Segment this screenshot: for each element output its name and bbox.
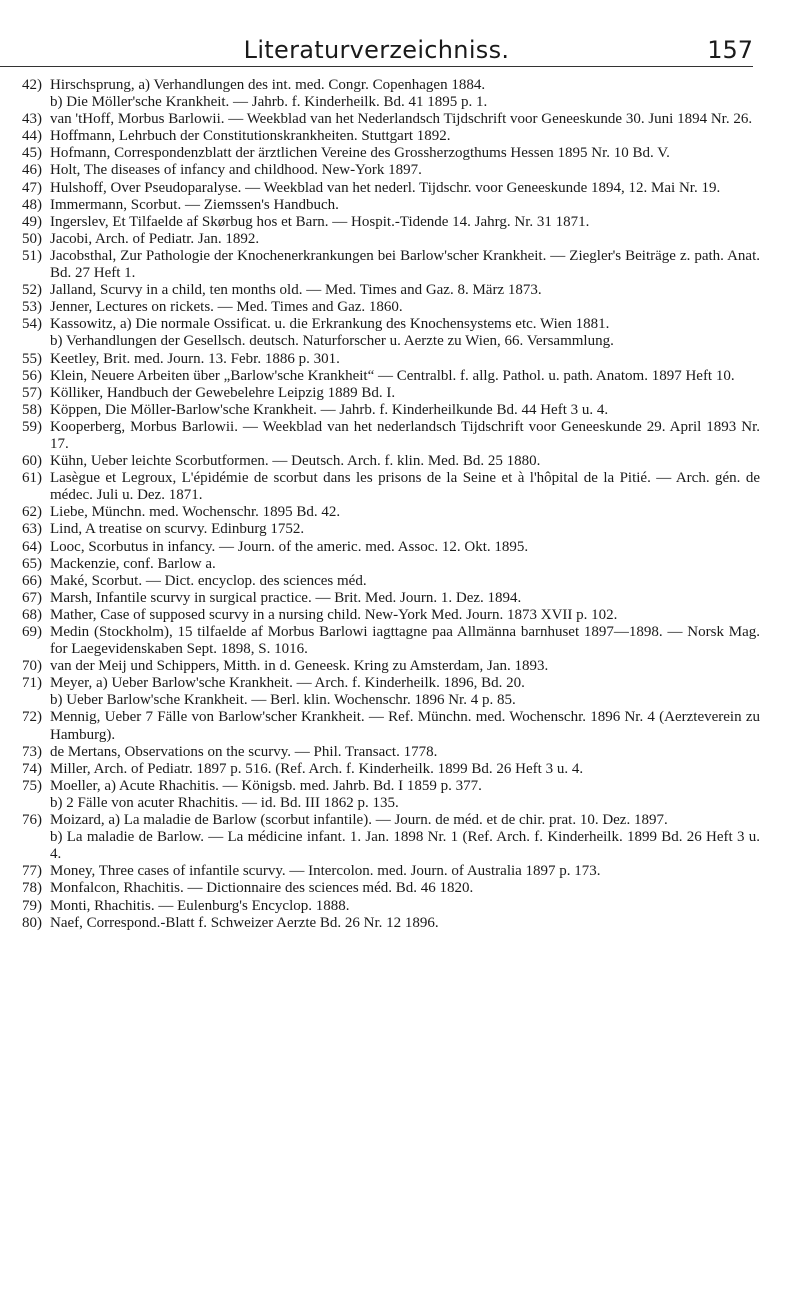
reference-number: 59) <box>22 418 42 435</box>
page-header <box>0 36 753 67</box>
reference-text: Monfalcon, Rhachitis. — Dictionnaire des sciences méd. Bd. 46 1820. <box>50 880 474 897</box>
reference-text: Moeller, a) Acute Rhachitis. — Königsb. med. Jahrb. Bd. I 1859 p. 377. <box>50 777 482 794</box>
reference-text: Jenner, Lectures on rickets. — Med. Times and Gaz. 1860. <box>50 299 403 316</box>
reference-number: 51) <box>22 247 42 264</box>
reference-text: Money, Three cases of infantile scurvy. — Intercolon. med. Journ. of Australia 1897 p. 173. <box>50 863 601 880</box>
reference-text: Hofmann, Correspondenzblatt der ärztlichen Vereine des Grossherzogthums Hessen 1895 Nr. 10 Bd. V. <box>50 145 670 162</box>
reference-entry <box>22 299 760 316</box>
reference-entry <box>22 556 760 573</box>
reference-text: Medin (Stockholm), 15 tilfaelde af Morbus Barlowi iagttagne paa Allmänna barnhuset 1897—1898. — Norsk Mag. for Laegevidenskaben Sept. 1898, S. 1016. <box>50 624 760 658</box>
reference-number: 44) <box>22 128 42 145</box>
reference-number: 58) <box>22 401 42 418</box>
reference-text: Köppen, Die Möller-Barlow'sche Krankheit. — Jahrb. f. Kinderheilkunde Bd. 44 Heft 3 u. 4. <box>50 401 609 418</box>
reference-entry <box>22 504 760 521</box>
reference-text: Hoffmann, Lehrbuch der Constitutionskrankheiten. Stuttgart 1892. <box>50 128 451 145</box>
reference-number: 57) <box>22 384 42 401</box>
reference-text: Liebe, Münchn. med. Wochenschr. 1895 Bd. 42. <box>50 504 341 521</box>
reference-text: Hirschsprung, a) Verhandlungen des int. med. Congr. Copenhagen 1884. <box>50 77 486 93</box>
reference-entry <box>22 761 760 778</box>
reference-text: Kooperberg, Morbus Barlowii. — Weekblad van het nederlandsch Tijdschrift voor Geneeskunde 29. April 1893 Nr. 17. <box>50 418 760 452</box>
reference-number: 76) <box>22 812 42 829</box>
reference-text: Klein, Neuere Arbeiten über „Barlow'sche Krankheit“ — Centralbl. f. allg. Pathol. u. path. Anatom. 1897 Heft 10. <box>50 367 735 384</box>
reference-entry <box>22 778 760 812</box>
reference-entry <box>22 709 760 743</box>
reference-text: Mennig, Ueber 7 Fälle von Barlow'scher Krankheit. — Ref. Münchn. med. Wochenschr. 1896 Nr. 4 (Aerzteverein zu Hamburg). <box>50 709 760 743</box>
reference-number: 56) <box>22 367 42 384</box>
reference-entry <box>22 675 760 709</box>
reference-entry <box>22 351 760 368</box>
page-number: 157 <box>707 36 753 64</box>
reference-entry <box>22 624 760 658</box>
reference-text: Moizard, a) La maladie de Barlow (scorbut infantile). — Journ. de méd. et de chir. prat. 10. Dez. 1897. <box>50 812 668 829</box>
reference-text: Mather, Case of supposed scurvy in a nursing child. New-York Med. Journ. 1873 XVII p. 102. <box>50 606 618 623</box>
reference-entry <box>22 880 760 897</box>
reference-number: 54) <box>22 316 42 333</box>
reference-number: 60) <box>22 453 42 470</box>
reference-entry <box>22 214 760 231</box>
reference-list <box>22 77 760 932</box>
reference-entry <box>22 145 760 162</box>
reference-text: Immermann, Scorbut. — Ziemssen's Handbuch. <box>50 196 339 213</box>
reference-number: 53) <box>22 299 42 316</box>
reference-number: 45) <box>22 145 42 162</box>
reference-entry <box>22 658 760 675</box>
reference-number: 50) <box>22 230 42 247</box>
reference-text: Kölliker, Handbuch der Gewebelehre Leipzig 1889 Bd. I. <box>50 384 396 401</box>
reference-number: 73) <box>22 743 42 760</box>
reference-entry <box>22 128 760 145</box>
reference-text: Ingerslev, Et Tilfaelde af Skørbug hos et Barn. — Hospit.-Tidende 14. Jahrg. Nr. 31 1871. <box>50 213 590 230</box>
reference-entry <box>22 197 760 214</box>
reference-number: 68) <box>22 606 42 623</box>
reference-entry <box>22 248 760 282</box>
reference-number: 46) <box>22 162 42 179</box>
reference-entry <box>22 812 760 863</box>
reference-entry <box>22 607 760 624</box>
reference-entry <box>22 573 760 590</box>
reference-entry <box>22 470 760 504</box>
reference-entry <box>22 180 760 197</box>
reference-number: 69) <box>22 624 42 640</box>
reference-entry <box>22 590 760 607</box>
reference-number: 61) <box>22 470 42 487</box>
reference-text: van der Meij und Schippers, Mitth. in d. Geneesk. Kring zu Amsterdam, Jan. 1893. <box>50 658 549 675</box>
reference-number: 52) <box>22 282 42 299</box>
reference-text: Jalland, Scurvy in a child, ten months old. — Med. Times and Gaz. 8. März 1873. <box>50 282 542 299</box>
reference-entry <box>22 77 760 111</box>
reference-entry <box>22 744 760 761</box>
reference-number: 47) <box>22 179 42 196</box>
reference-number: 63) <box>22 521 42 538</box>
reference-number: 72) <box>22 709 42 726</box>
reference-entry <box>22 231 760 248</box>
reference-text: Looc, Scorbutus in infancy. — Journ. of the americ. med. Assoc. 12. Okt. 1895. <box>50 538 529 555</box>
reference-text: Mackenzie, conf. Barlow a. <box>50 555 216 572</box>
reference-number: 42) <box>22 77 42 93</box>
reference-number: 66) <box>22 572 42 589</box>
reference-text: b) 2 Fälle von acuter Rhachitis. — id. Bd. III 1862 p. 135. <box>50 794 399 811</box>
reference-entry <box>22 111 760 128</box>
reference-number: 77) <box>22 863 42 880</box>
reference-number: 43) <box>22 111 42 128</box>
reference-number: 49) <box>22 213 42 230</box>
reference-number: 79) <box>22 897 42 914</box>
reference-number: 80) <box>22 914 42 931</box>
reference-text: Keetley, Brit. med. Journ. 13. Febr. 1886 p. 301. <box>50 350 340 367</box>
page-title: Literaturverzeichniss. <box>243 36 510 64</box>
reference-entry <box>22 402 760 419</box>
reference-text: b) Ueber Barlow'sche Krankheit. — Berl. klin. Wochenschr. 1896 Nr. 4 p. 85. <box>50 692 516 709</box>
reference-number: 71) <box>22 675 42 692</box>
reference-text: Kühn, Ueber leichte Scorbutformen. — Deutsch. Arch. f. klin. Med. Bd. 25 1880. <box>50 453 541 470</box>
reference-entry <box>22 162 760 179</box>
reference-number: 48) <box>22 196 42 213</box>
reference-entry <box>22 368 760 385</box>
reference-number: 62) <box>22 504 42 521</box>
reference-text: Maké, Scorbut. — Dict. encyclop. des sciences méd. <box>50 572 367 589</box>
reference-number: 74) <box>22 760 42 777</box>
reference-text: Jacobi, Arch. of Pediatr. Jan. 1892. <box>50 230 260 247</box>
reference-text: b) La maladie de Barlow. — La médicine infant. 1. Jan. 1898 Nr. 1 (Ref. Arch. f. Kinderheilk. 1899 Bd. 26 Heft 3 u. 4. <box>50 829 760 863</box>
reference-entry <box>22 453 760 470</box>
reference-entry <box>22 915 760 932</box>
reference-text: Monti, Rhachitis. — Eulenburg's Encyclop. 1888. <box>50 897 350 914</box>
reference-text: de Mertans, Observations on the scurvy. — Phil. Transact. 1778. <box>50 743 438 760</box>
reference-text: Lasègue et Legroux, L'épidémie de scorbut dans les prisons de la Seine et à l'hôpital de la Pitié. — Arch. gén. de médec. Juli u. Dez. 1871. <box>50 470 760 504</box>
reference-text: Miller, Arch. of Pediatr. 1897 p. 516. (Ref. Arch. f. Kinderheilk. 1899 Bd. 26 Heft 3 u. 4. <box>50 760 584 777</box>
reference-text: Meyer, a) Ueber Barlow'sche Krankheit. — Arch. f. Kinderheilk. 1896, Bd. 20. <box>50 675 525 692</box>
reference-number: 64) <box>22 538 42 555</box>
reference-entry <box>22 521 760 538</box>
reference-entry <box>22 898 760 915</box>
reference-text: Naef, Correspond.-Blatt f. Schweizer Aerzte Bd. 26 Nr. 12 1896. <box>50 914 439 931</box>
reference-text: Marsh, Infantile scurvy in surgical practice. — Brit. Med. Journ. 1. Dez. 1894. <box>50 589 522 606</box>
reference-text: Jacobsthal, Zur Pathologie der Knochenerkrankungen bei Barlow'scher Krankheit. — Ziegler's Beiträge z. path. Anat. Bd. 27 Heft 1. <box>50 247 760 282</box>
reference-number: 70) <box>22 658 42 675</box>
reference-number: 65) <box>22 555 42 572</box>
reference-number: 78) <box>22 880 42 897</box>
reference-entry <box>22 316 760 350</box>
reference-text: b) Verhandlungen der Gesellsch. deutsch. Naturforscher u. Aerzte zu Wien, 66. Versammlung. <box>50 333 614 350</box>
reference-number: 55) <box>22 350 42 367</box>
reference-text: Holt, The diseases of infancy and childhood. New-York 1897. <box>50 162 422 179</box>
reference-text: Hulshoff, Over Pseudoparalyse. — Weekblad van het nederl. Tijdschr. voor Geneeskunde 1894, 12. Mai Nr. 19. <box>50 179 721 196</box>
reference-text: van 'tHoff, Morbus Barlowii. — Weekblad van het Nederlandsch Tijdschrift voor Geneeskunde 30. Juni 1894 Nr. 26. <box>50 111 753 128</box>
reference-number: 75) <box>22 777 42 794</box>
reference-text: Kassowitz, a) Die normale Ossificat. u. die Erkrankung des Knochensystems etc. Wien 1881. <box>50 316 610 333</box>
reference-entry <box>22 419 760 453</box>
reference-entry <box>22 539 760 556</box>
reference-text: b) Die Möller'sche Krankheit. — Jahrb. f. Kinderheilk. Bd. 41 1895 p. 1. <box>50 94 488 111</box>
reference-entry <box>22 863 760 880</box>
reference-entry <box>22 282 760 299</box>
reference-number: 67) <box>22 589 42 606</box>
reference-text: Lind, A treatise on scurvy. Edinburg 1752. <box>50 521 305 538</box>
reference-entry <box>22 385 760 402</box>
